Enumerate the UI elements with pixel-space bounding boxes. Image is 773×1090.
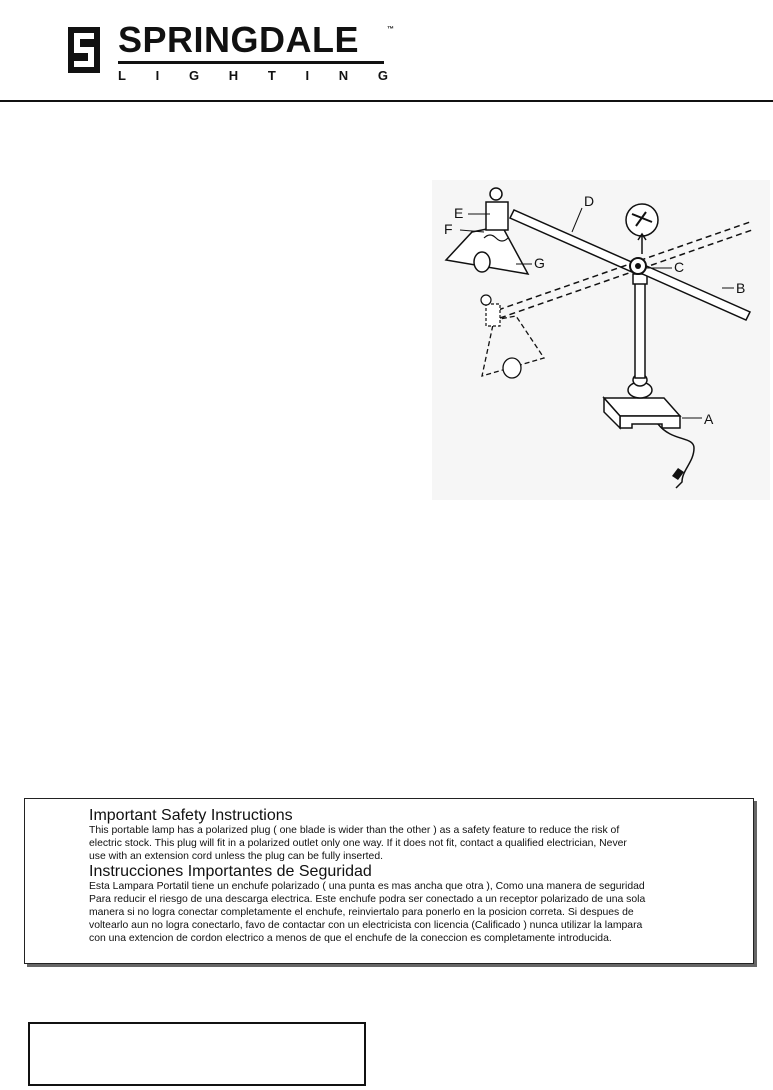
lamp-assembly-diagram	[432, 180, 770, 500]
blank-label-box	[28, 1022, 366, 1086]
brand-name: SPRINGDALE	[118, 19, 360, 60]
callout-f: F	[444, 221, 453, 237]
safety-line-en: This portable lamp has a polarized plug ( one blade is wider than the other ) as a safety feature to reduce the risk of	[89, 825, 620, 836]
safety-title-es: Instrucciones Importantes de Seguridad	[89, 863, 372, 880]
safety-line-es: con una extencion de cordon electrico a menos de que el enchufe de la coneccion es completamente introducida.	[89, 933, 612, 944]
subtitle-letter: I	[155, 68, 160, 83]
logo-rule	[118, 61, 384, 64]
brand-logo	[56, 18, 408, 90]
subtitle-letter: H	[228, 68, 239, 83]
callout-d: D	[584, 193, 595, 209]
trademark-symbol: ™	[387, 26, 394, 33]
brand-subtitle	[118, 68, 388, 83]
safety-line-es: voltearlo aun no logra conectarlo, favo de contactar con un electricista con licencia (Calificado ) nunca utilizar la lampara	[89, 920, 643, 931]
subtitle-letter: T	[267, 68, 276, 83]
callout-e: E	[454, 205, 464, 221]
safety-line-en: use with an extension cord unless the plug can be fully inserted.	[89, 851, 384, 862]
header-divider	[0, 100, 773, 102]
callout-c: C	[674, 259, 685, 275]
subtitle-letter: G	[188, 68, 200, 83]
springdale-s-mark-icon	[68, 27, 100, 73]
safety-instructions-box	[24, 798, 754, 964]
safety-title-en: Important Safety Instructions	[89, 807, 293, 824]
callout-a: A	[704, 411, 714, 427]
safety-line-es: Esta Lampara Portatil tiene un enchufe polarizado ( una punta es mas ancha que otra ), Como una manera de seguridad	[89, 881, 645, 892]
subtitle-letter: G	[377, 68, 388, 83]
lamp-diagram-illustration	[432, 180, 770, 500]
safety-line-es: manera si no logra conectar completamente el enchufe, reinviertalo para ponerlo en la posicion correta. Si despues de	[89, 907, 634, 918]
safety-line-en: electric stock. This plug will fit in a polarized outlet only one way. If it does not fit, contact a qualified electrician, Never	[89, 838, 627, 849]
subtitle-letter: N	[338, 68, 349, 83]
callout-g: G	[534, 255, 545, 271]
subtitle-letter: I	[305, 68, 310, 83]
safety-line-es: Para reducir el riesgo de una descarga electrica. Este enchufe podra ser conectado a un receptor polarizado de una sola	[89, 894, 646, 905]
subtitle-letter: L	[118, 68, 126, 83]
callout-b: B	[736, 280, 746, 296]
lamp-base	[604, 398, 680, 428]
